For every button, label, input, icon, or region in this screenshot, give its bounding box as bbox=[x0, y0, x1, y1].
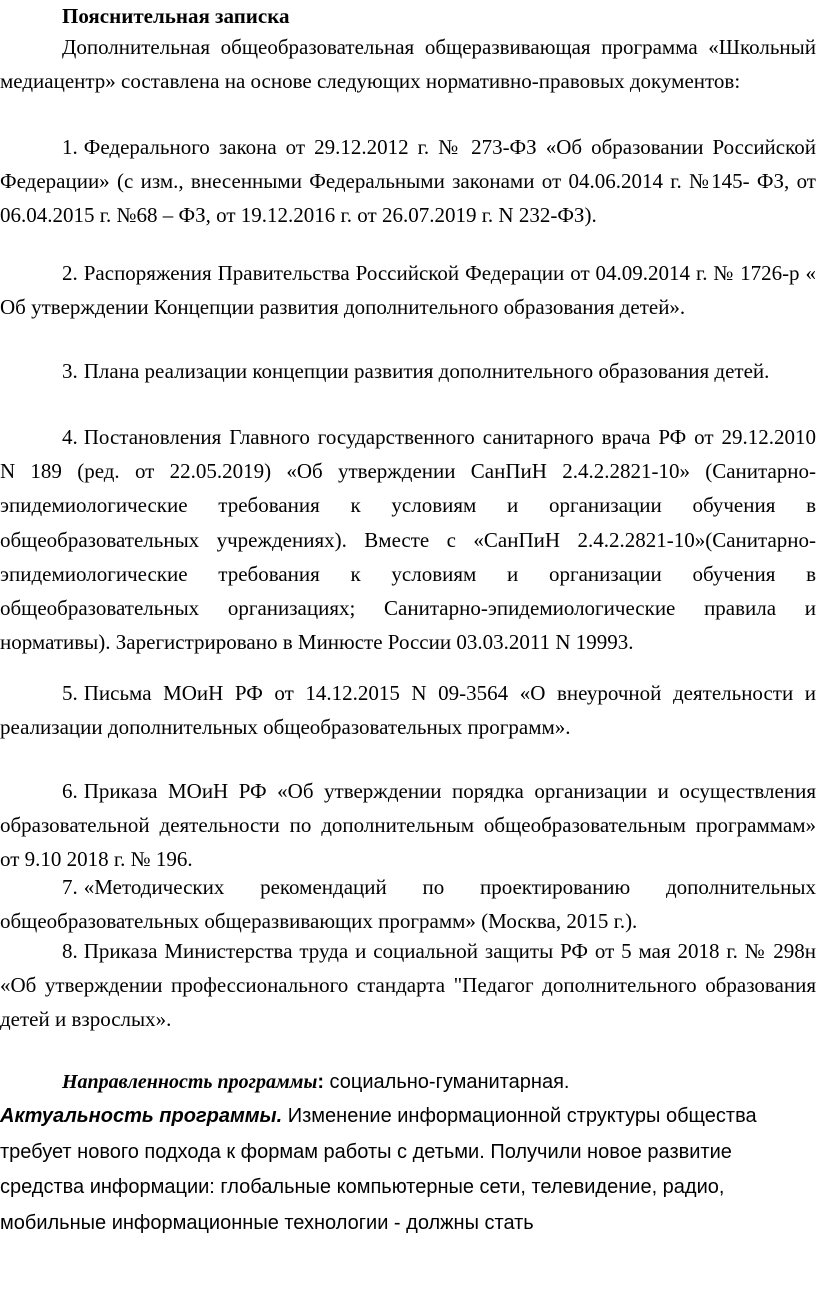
program-direction bbox=[62, 1068, 569, 1096]
list-item-number: 2. bbox=[62, 261, 78, 285]
list-item bbox=[0, 676, 816, 744]
program-relevance-label: Актуальность программы. bbox=[0, 1105, 283, 1127]
document-title: Пояснительная записка bbox=[62, 4, 290, 28]
list-item-text: Плана реализации концепции развития дополнительного образования детей. bbox=[83, 359, 770, 383]
list-item-number: 3. bbox=[62, 359, 78, 383]
list-item-text: «Методических рекомендаций по проектированию дополнительных общеобразовательных общеразвивающих программ» (Москва, 2015 г.). bbox=[0, 875, 816, 934]
list-item-text: Письма МОиН РФ от 14.12.2015 N 09-3564 «О внеурочной деятельности и реализации дополнительных общеобразовательных программ». bbox=[0, 681, 816, 740]
list-item-number: 7. bbox=[62, 875, 78, 899]
list-item bbox=[0, 870, 816, 938]
list-item-text: Федерального закона от 29.12.2012 г. № 273-ФЗ «Об образовании Российской Федерации» (с изм., внесенными Федеральными законами от 04.06.2014 г. №145- ФЗ, от 06.04.2015 г. №68 – ФЗ, от 19.12.2016 г. от 26.07.2019 г. N 232-ФЗ). bbox=[0, 135, 816, 228]
program-direction-colon: : bbox=[317, 1071, 324, 1093]
program-direction-label: Направленность программы bbox=[62, 1071, 318, 1093]
list-item bbox=[0, 420, 816, 659]
list-item-text: Постановления Главного государственного санитарного врача РФ от 29.12.2010 N 189 (ред. от 22.05.2019) «Об утверждении СанПиН 2.4.2.2821-10» (Санитарно-эпидемиологические требования к условиям и организации обучения в общеобразовательных учреждениях). Вместе с «СанПиН 2.4.2.2821-10»(Санитарно-эпидемиологические требования к условиям и организации обучения в общеобразовательных организациях; Санитарно-эпидемиологические правила и нормативы). Зарегистрировано в Минюсте России 03.03.2011 N 19993. bbox=[0, 425, 816, 655]
list-item-number: 8. bbox=[62, 939, 78, 963]
list-item bbox=[0, 130, 816, 233]
list-item-number: 6. bbox=[62, 779, 78, 803]
list-item-number: 1. bbox=[62, 135, 78, 159]
list-item bbox=[0, 774, 816, 877]
list-item bbox=[0, 354, 816, 388]
program-direction-value: социально-гуманитарная. bbox=[324, 1071, 570, 1093]
list-item-number: 5. bbox=[62, 681, 78, 705]
list-item bbox=[0, 256, 816, 324]
list-item-text: Распоряжения Правительства Российской Федерации от 04.09.2014 г. № 1726-р « Об утверждении Концепции развития дополнительного образования детей». bbox=[0, 261, 816, 320]
list-item-number: 4. bbox=[62, 425, 78, 449]
list-item-text: Приказа Министерства труда и социальной защиты РФ от 5 мая 2018 г. № 298н «Об утверждении профессионального стандарта "Педагог дополнительного образования детей и взрослых». bbox=[0, 939, 816, 1032]
list-item bbox=[0, 934, 816, 1037]
program-relevance bbox=[0, 1099, 790, 1241]
list-item-text: Приказа МОиН РФ «Об утверждении порядка организации и осуществления образовательной деятельности по дополнительным общеобразовательным программам» от 9.10 2018 г. № 196. bbox=[0, 779, 816, 872]
intro-paragraph: Дополнительная общеобразовательная общеразвивающая программа «Школьный медиацентр» составлена на основе следующих нормативно-правовых документов: bbox=[0, 35, 816, 94]
program-relevance-text: Изменение информационной структуры общества требует нового подхода к формам работы с детьми. Получили новое развитие средства информации: глобальные компьютерные сети, телевидение, радио, мобильные информационные технологии - должны стать bbox=[0, 1105, 757, 1234]
